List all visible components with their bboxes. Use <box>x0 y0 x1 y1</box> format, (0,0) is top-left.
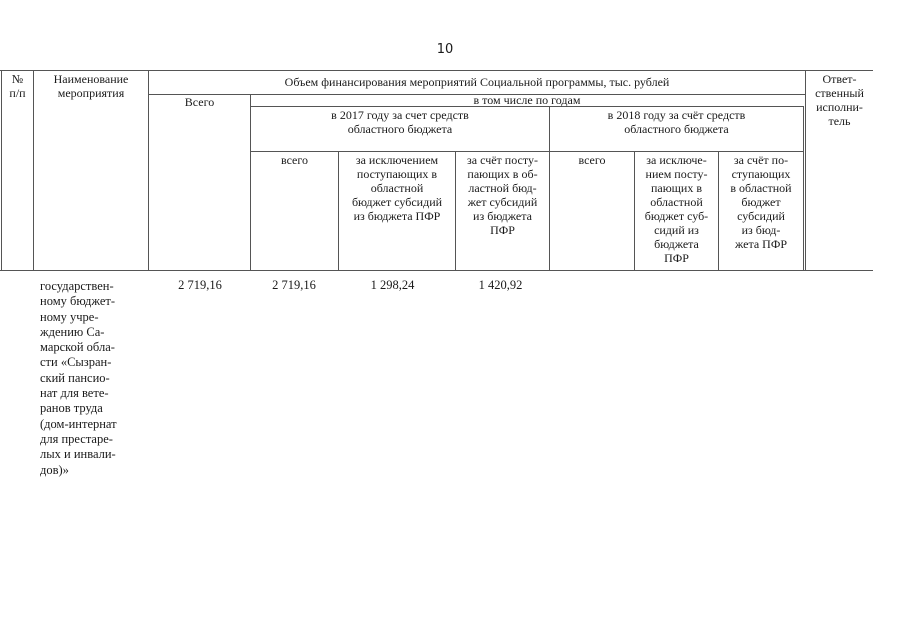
row-name-line: марской обла- <box>40 340 115 355</box>
row-name-line: лых и инвали- <box>40 447 116 462</box>
row-name-line: для престаре- <box>40 431 113 446</box>
header-2018: в 2018 году за счёт средств областного бюджета <box>607 108 746 136</box>
header-2018-pfr: за счёт по- ступающих в областной бюджет субсидий из бюд- жета ПФР <box>730 153 792 251</box>
row-name-line: дов)» <box>40 462 69 477</box>
header-by-years: в том числе по годам <box>473 93 581 107</box>
table-border-top <box>0 70 873 71</box>
header-2017: в 2017 году за счет средств областного бюджета <box>331 108 469 136</box>
row-name-line: (дом-интернат <box>40 416 117 431</box>
row-name-line: ранов труда <box>40 401 103 416</box>
row-name-line: ский пансио- <box>40 370 110 385</box>
table-header-bottom <box>0 270 873 271</box>
col-divider-1 <box>33 70 34 271</box>
row-name <box>40 279 146 478</box>
header-2017-total: всего <box>280 153 309 167</box>
row-2017-pfr: 1 420,92 <box>478 278 523 292</box>
header-responsible: Ответ- ственный исполни- тель <box>815 72 864 128</box>
header-2017-pfr: за счёт посту- пающих в об- ластной бюд- жет субсидий из бюджета ПФР <box>467 153 538 237</box>
table-border-left <box>1 70 2 271</box>
row-name-line: нат для вете- <box>40 386 109 401</box>
header-2017-excl: за исключением поступающих в областной бюджет субсидий из бюджета ПФР <box>351 153 443 223</box>
row-name-line: ному бюджет- <box>40 294 116 309</box>
row-2017-total: 2 719,16 <box>272 278 316 292</box>
row-name-line: государствен- <box>40 279 114 293</box>
header-2018-total: всего <box>578 153 606 167</box>
row-name-line: сти «Сызран- <box>40 355 112 370</box>
header-2018-excl: за исключе- нием посту- пающих в областной бюджет суб- сидий из бюджета ПФР <box>644 153 709 265</box>
row-name-line: ждению Са- <box>40 324 105 339</box>
header-funding: Объем финансирования мероприятий Социальной программы, тыс. рублей <box>284 75 670 89</box>
header-name: Наименование мероприятия <box>53 72 129 100</box>
row-total: 2 719,16 <box>178 278 222 292</box>
header-total: Всего <box>184 95 215 109</box>
row-2017-excl: 1 298,24 <box>370 278 415 292</box>
table-divider-subcols <box>250 151 803 152</box>
header-number: № п/п <box>9 72 26 100</box>
col-divider-9 <box>803 106 804 271</box>
row-name-line: ному учре- <box>40 309 99 324</box>
page-number: 10 <box>436 42 454 57</box>
